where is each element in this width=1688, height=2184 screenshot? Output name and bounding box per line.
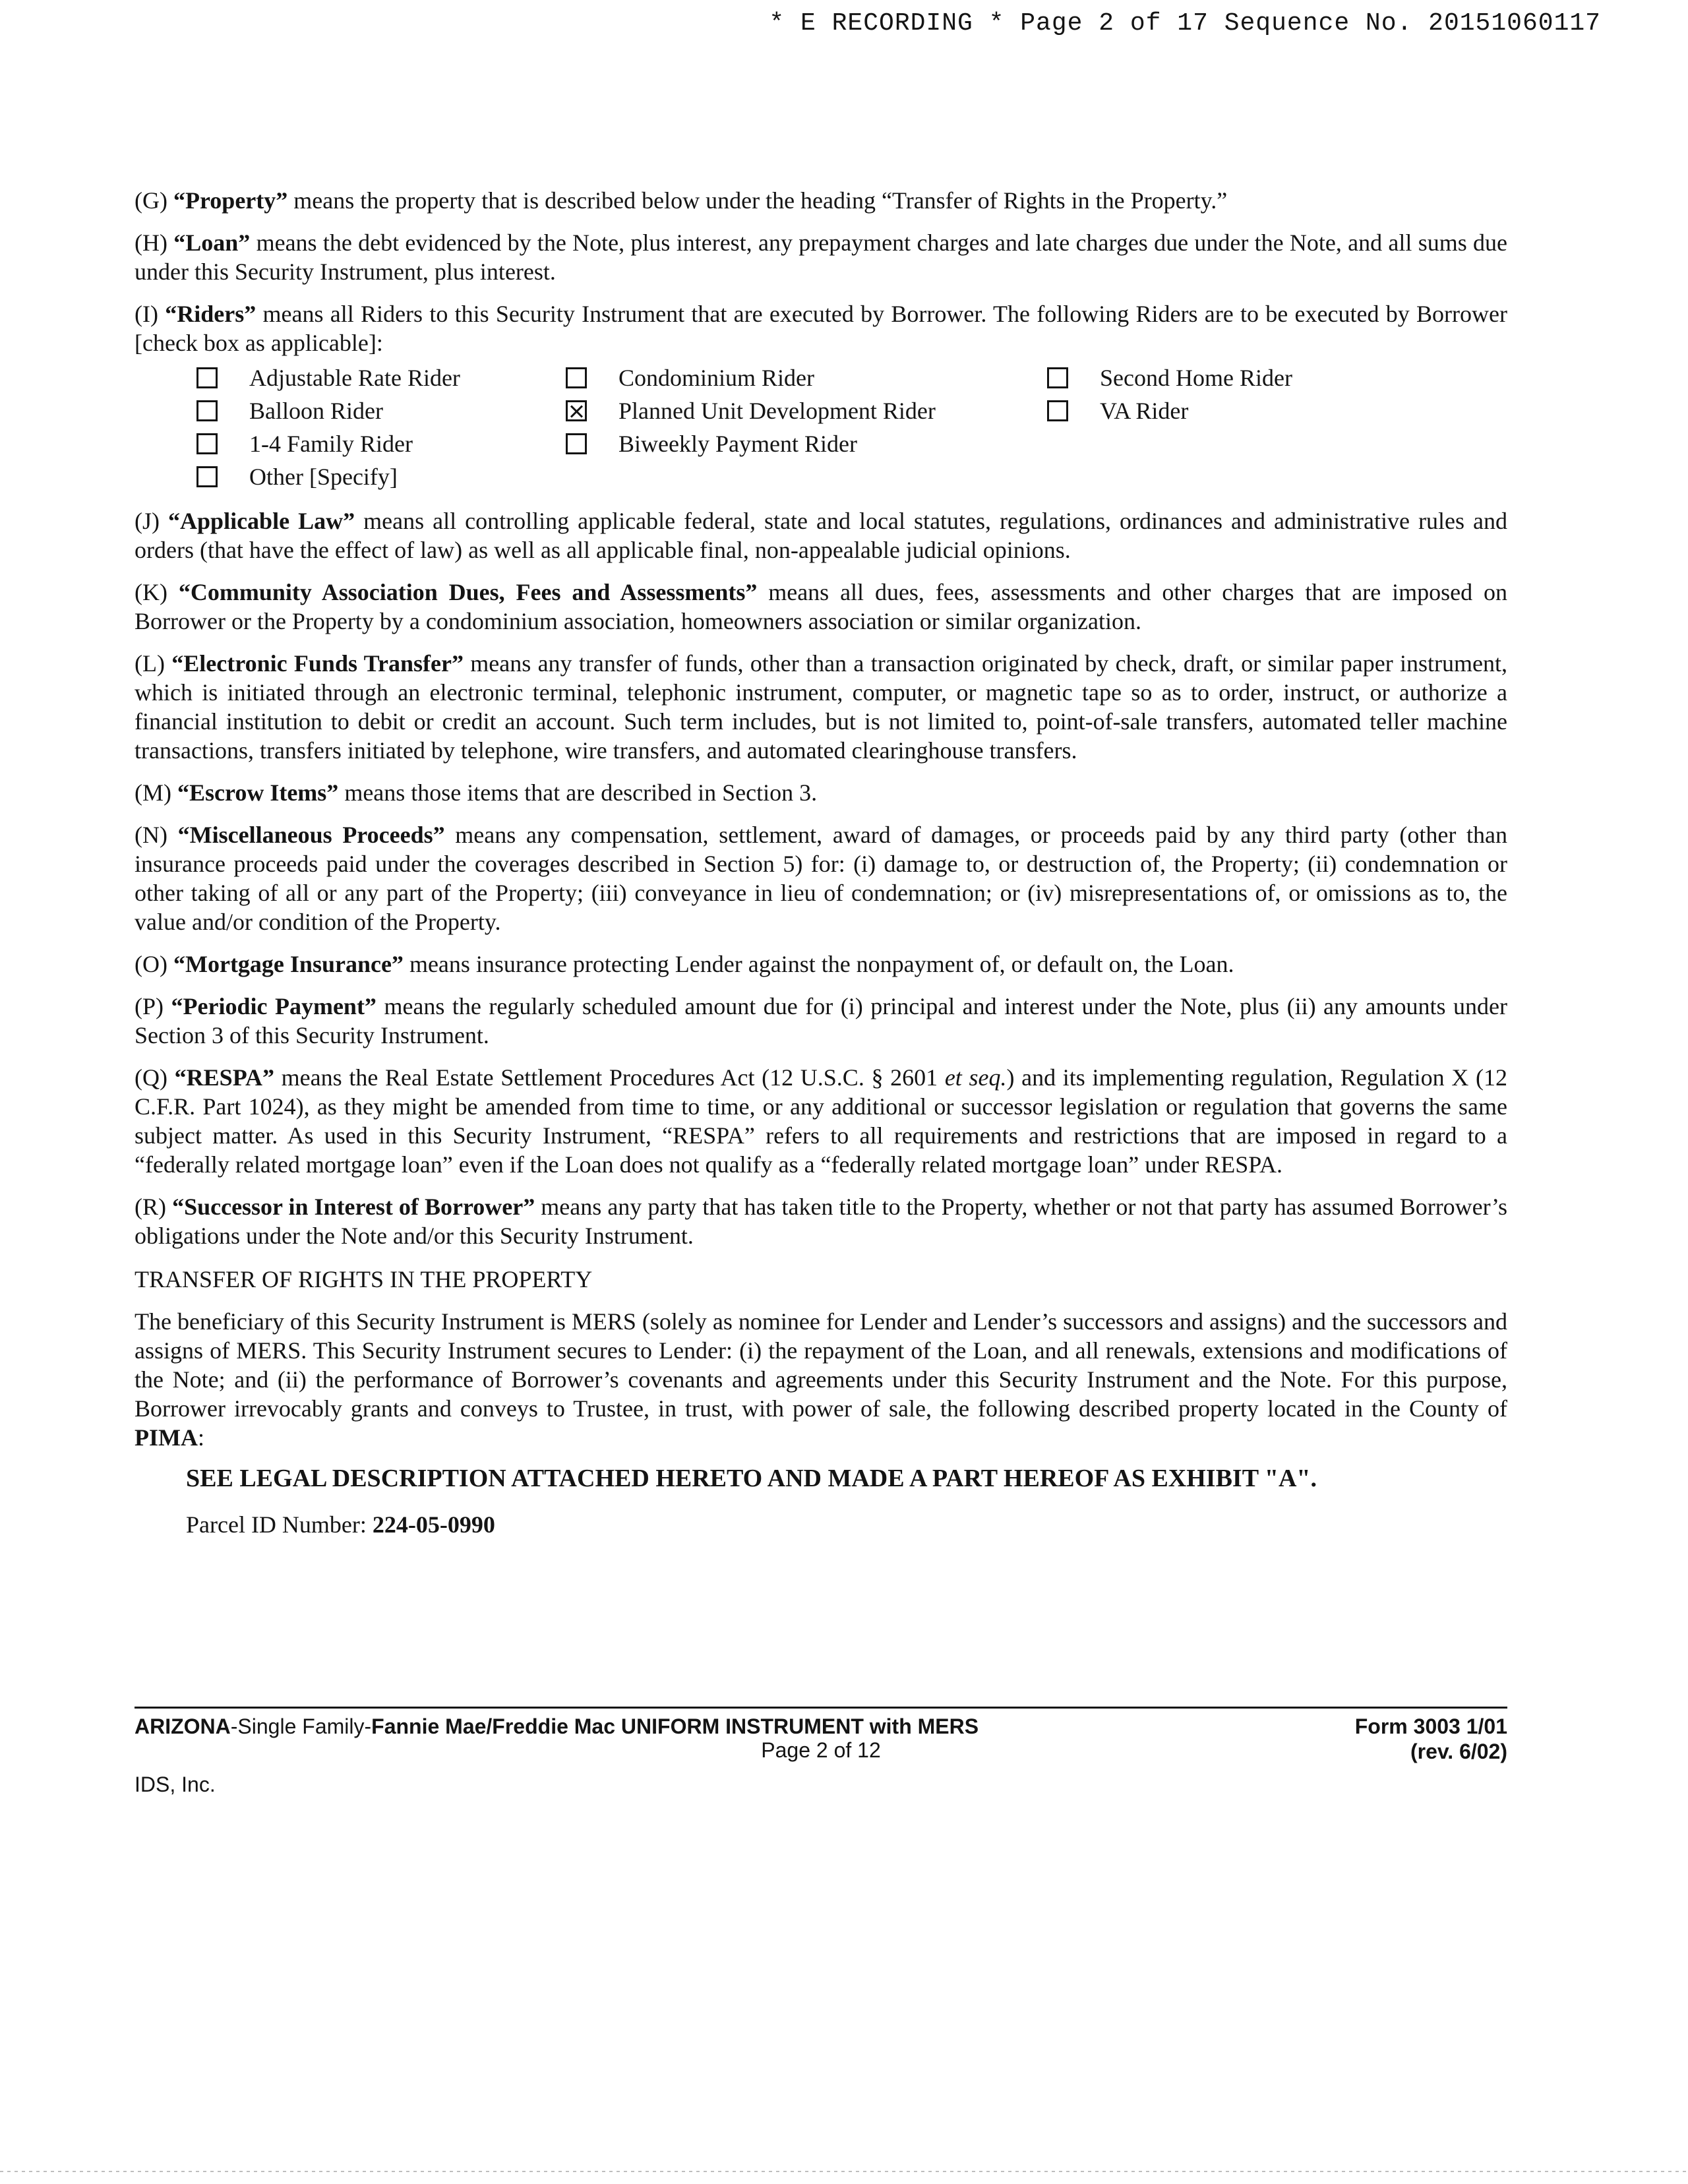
rider-label: Planned Unit Development Rider — [618, 398, 936, 424]
footer-vendor: IDS, Inc. — [135, 1773, 216, 1796]
definition-prefix: (H) — [135, 229, 174, 256]
definition-text: means any compensation, settlement, award of damages, or proceeds paid by any third party (other than insurance proceeds paid under the coverages described in Section 5) for: (i) damage to, or destruction of, the Property; (ii) condemnation or other taking of all or any part of the Property; (iii) conveyance in lieu of condemnation; or (iv) misrepresentations of, or omissions as to, the value and/or condition of the Property. — [135, 822, 1507, 935]
transfer-text: The beneficiary of this Security Instrument is MERS (solely as nominee for Lender and Lender’s successors and assigns) and the successors and assigns of MERS. This Security Instrument secures to Lender: (i) the repayment of the Loan, and all renewals, extensions and modifications of the Note; and (ii) the performance of Borrower’s covenants and agreements under this Security Instrument and the Note. For this purpose, Borrower irrevocably grants and conveys to Trustee, in trust, with power of sale, the following described property located in the County of — [135, 1308, 1507, 1422]
definition-p — [135, 992, 1507, 1050]
definition-text: ) and its implementing regulation, Regulation X (12 C.F.R. Part 1024), as they might be amended from time to time, or any additional or successor legislation or regulation that governs the same subject matter. As used in this Security Instrument, “RESPA” refers to all requirements and restrictions that are imposed in regard to a “federally related mortgage loan” even if the Loan does not qualify as a “federally related mortgage loan” under RESPA. — [135, 1064, 1507, 1178]
rider-label: Adjustable Rate Rider — [249, 365, 460, 391]
county-suffix: : — [197, 1424, 204, 1451]
checkbox-1-4-family[interactable] — [196, 433, 218, 454]
rider-empty-slot — [1047, 427, 1416, 460]
footer-row — [135, 1709, 1507, 1763]
definition-text: means all Riders to this Security Instrument that are executed by Borrower. The following Riders are to be executed by Borrower [check box as applicable]: — [135, 301, 1507, 356]
definition-prefix: (J) — [135, 508, 169, 534]
definition-prefix: (R) — [135, 1194, 173, 1220]
definition-term: “Mortgage Insurance” — [173, 951, 404, 977]
footer-state-suffix: -Single Family- — [230, 1714, 372, 1738]
rider-label: 1-4 Family Rider — [249, 431, 413, 457]
definition-term: “Property” — [173, 187, 288, 214]
recording-header: * E RECORDING * Page 2 of 17 Sequence No. 20151060117 — [769, 9, 1601, 38]
checkbox-second-home[interactable] — [1047, 367, 1068, 388]
rider-other[interactable] — [196, 460, 566, 493]
checkbox-planned-unit-development[interactable] — [566, 400, 587, 421]
definition-term: “Periodic Payment” — [171, 993, 377, 1019]
footer-state: ARIZONA — [135, 1714, 231, 1738]
footer-page-number: Page 2 of 12 — [761, 1738, 881, 1762]
document-body — [135, 186, 1507, 1540]
checkbox-adjustable-rate[interactable] — [196, 367, 218, 388]
footer-form-number — [1355, 1714, 1507, 1764]
definition-prefix: (G) — [135, 187, 173, 214]
definition-h — [135, 228, 1507, 286]
definition-text: means all dues, fees, assessments and other charges that are imposed on Borrower or the Property by a condominium association, homeowners association or similar organization. — [135, 579, 1507, 634]
parcel-number: 224-05-0990 — [372, 1511, 495, 1538]
definition-italic: et seq. — [944, 1064, 1007, 1091]
definition-term: “Community Association Dues, Fees and Assessments” — [178, 579, 758, 605]
definition-text: means any transfer of funds, other than a transaction originated by check, draft, or similar paper instrument, which is initiated through an electronic terminal, telephonic instrument, computer, or magnetic tape so as to order, instruct, or authorize a financial institution to debit or credit an account. Such term includes, but is not limited to, point-of-sale transfers, automated teller machine transactions, transfers initiated by telephone, wire transfers, and automated clearinghouse transfers. — [135, 650, 1507, 764]
definition-r — [135, 1192, 1507, 1250]
rider-label: Biweekly Payment Rider — [618, 431, 857, 457]
definition-term: “Riders” — [165, 301, 256, 327]
definition-prefix: (Q) — [135, 1064, 175, 1091]
rider-label: Condominium Rider — [618, 365, 814, 391]
transfer-heading: TRANSFER OF RIGHTS IN THE PROPERTY — [135, 1266, 593, 1292]
definition-text: means the Real Estate Settlement Procedures Act (12 U.S.C. § 2601 — [274, 1064, 945, 1091]
rider-label: VA Rider — [1100, 398, 1189, 424]
checkbox-condominium[interactable] — [566, 367, 587, 388]
definition-i — [135, 299, 1507, 357]
riders-checklist — [196, 361, 1507, 493]
definition-text: means those items that are described in Section 3. — [338, 779, 818, 806]
definition-prefix: (P) — [135, 993, 171, 1019]
county-name: PIMA — [135, 1424, 198, 1451]
rider-1-4-family[interactable] — [196, 427, 566, 460]
checkbox-va[interactable] — [1047, 400, 1068, 421]
footer-form-title — [135, 1714, 979, 1739]
definition-l — [135, 649, 1507, 765]
definition-n — [135, 820, 1507, 936]
rider-planned-unit-development[interactable] — [566, 394, 1047, 427]
footer-revision: (rev. 6/02) — [1410, 1740, 1507, 1763]
definition-prefix: (N) — [135, 822, 178, 848]
rider-label: Other [Specify] — [249, 464, 398, 490]
definition-text: means the property that is described below under the heading “Transfer of Rights in the Property.” — [287, 187, 1228, 214]
definition-g — [135, 186, 1507, 215]
definition-prefix: (M) — [135, 779, 177, 806]
definition-term: “Electronic Funds Transfer” — [171, 650, 464, 677]
form-footer — [135, 1707, 1507, 1797]
definition-term: “Applicable Law” — [168, 508, 355, 534]
definition-term: “RESPA” — [174, 1064, 275, 1091]
definition-prefix: (O) — [135, 951, 173, 977]
rider-condominium[interactable] — [566, 361, 1047, 394]
definition-term: “Miscellaneous Proceeds” — [177, 822, 445, 848]
definition-term: “Loan” — [173, 229, 251, 256]
transfer-body — [135, 1307, 1507, 1452]
definition-text: means any party that has taken title to the Property, whether or not that party has assumed Borrower’s obligations under the Note and/or this Security Instrument. — [135, 1194, 1507, 1249]
definition-term: “Escrow Items” — [177, 779, 339, 806]
definition-term: “Successor in Interest of Borrower” — [172, 1194, 535, 1220]
footer-title: Fannie Mae/Freddie Mac UNIFORM INSTRUMENT with MERS — [371, 1714, 979, 1738]
definition-m — [135, 778, 1507, 807]
checkbox-other[interactable] — [196, 466, 218, 487]
rider-second-home[interactable] — [1047, 361, 1416, 394]
rider-adjustable-rate[interactable] — [196, 361, 566, 394]
rider-balloon[interactable] — [196, 394, 566, 427]
definition-text: means insurance protecting Lender against the nonpayment of, or default on, the Loan. — [403, 951, 1234, 977]
parcel-label: Parcel ID Number: — [186, 1511, 373, 1538]
definition-j — [135, 506, 1507, 564]
definition-text: means all controlling applicable federal, state and local statutes, regulations, ordinances and administrative rules and orders (that have the effect of law) as well as all applicable final, non-appealable judicial opinions. — [135, 508, 1507, 563]
definition-prefix: (I) — [135, 301, 166, 327]
definition-text: means the debt evidenced by the Note, plus interest, any prepayment charges and late charges due under the Note, and all sums due under this Security Instrument, plus interest. — [135, 229, 1507, 285]
parcel-id — [186, 1509, 1507, 1540]
scan-edge-divider — [0, 2171, 1688, 2172]
definition-prefix: (L) — [135, 650, 172, 677]
rider-biweekly-payment[interactable] — [566, 427, 1047, 460]
legal-description: SEE LEGAL DESCRIPTION ATTACHED HERETO AND MADE A PART HEREOF AS EXHIBIT "A". — [186, 1465, 1317, 1492]
checkbox-biweekly-payment[interactable] — [566, 433, 587, 454]
definition-prefix: (K) — [135, 579, 179, 605]
rider-label: Second Home Rider — [1100, 365, 1292, 391]
checkbox-balloon[interactable] — [196, 400, 218, 421]
definition-o — [135, 950, 1507, 979]
definition-k — [135, 578, 1507, 636]
definition-text: means the regularly scheduled amount due for (i) principal and interest under the Note, plus (ii) any amounts under Section 3 of this Security Instrument. — [135, 993, 1508, 1048]
footer-form: Form 3003 1/01 — [1354, 1714, 1507, 1738]
definition-q — [135, 1063, 1507, 1179]
rider-label: Balloon Rider — [249, 398, 383, 424]
rider-va[interactable] — [1047, 394, 1416, 427]
